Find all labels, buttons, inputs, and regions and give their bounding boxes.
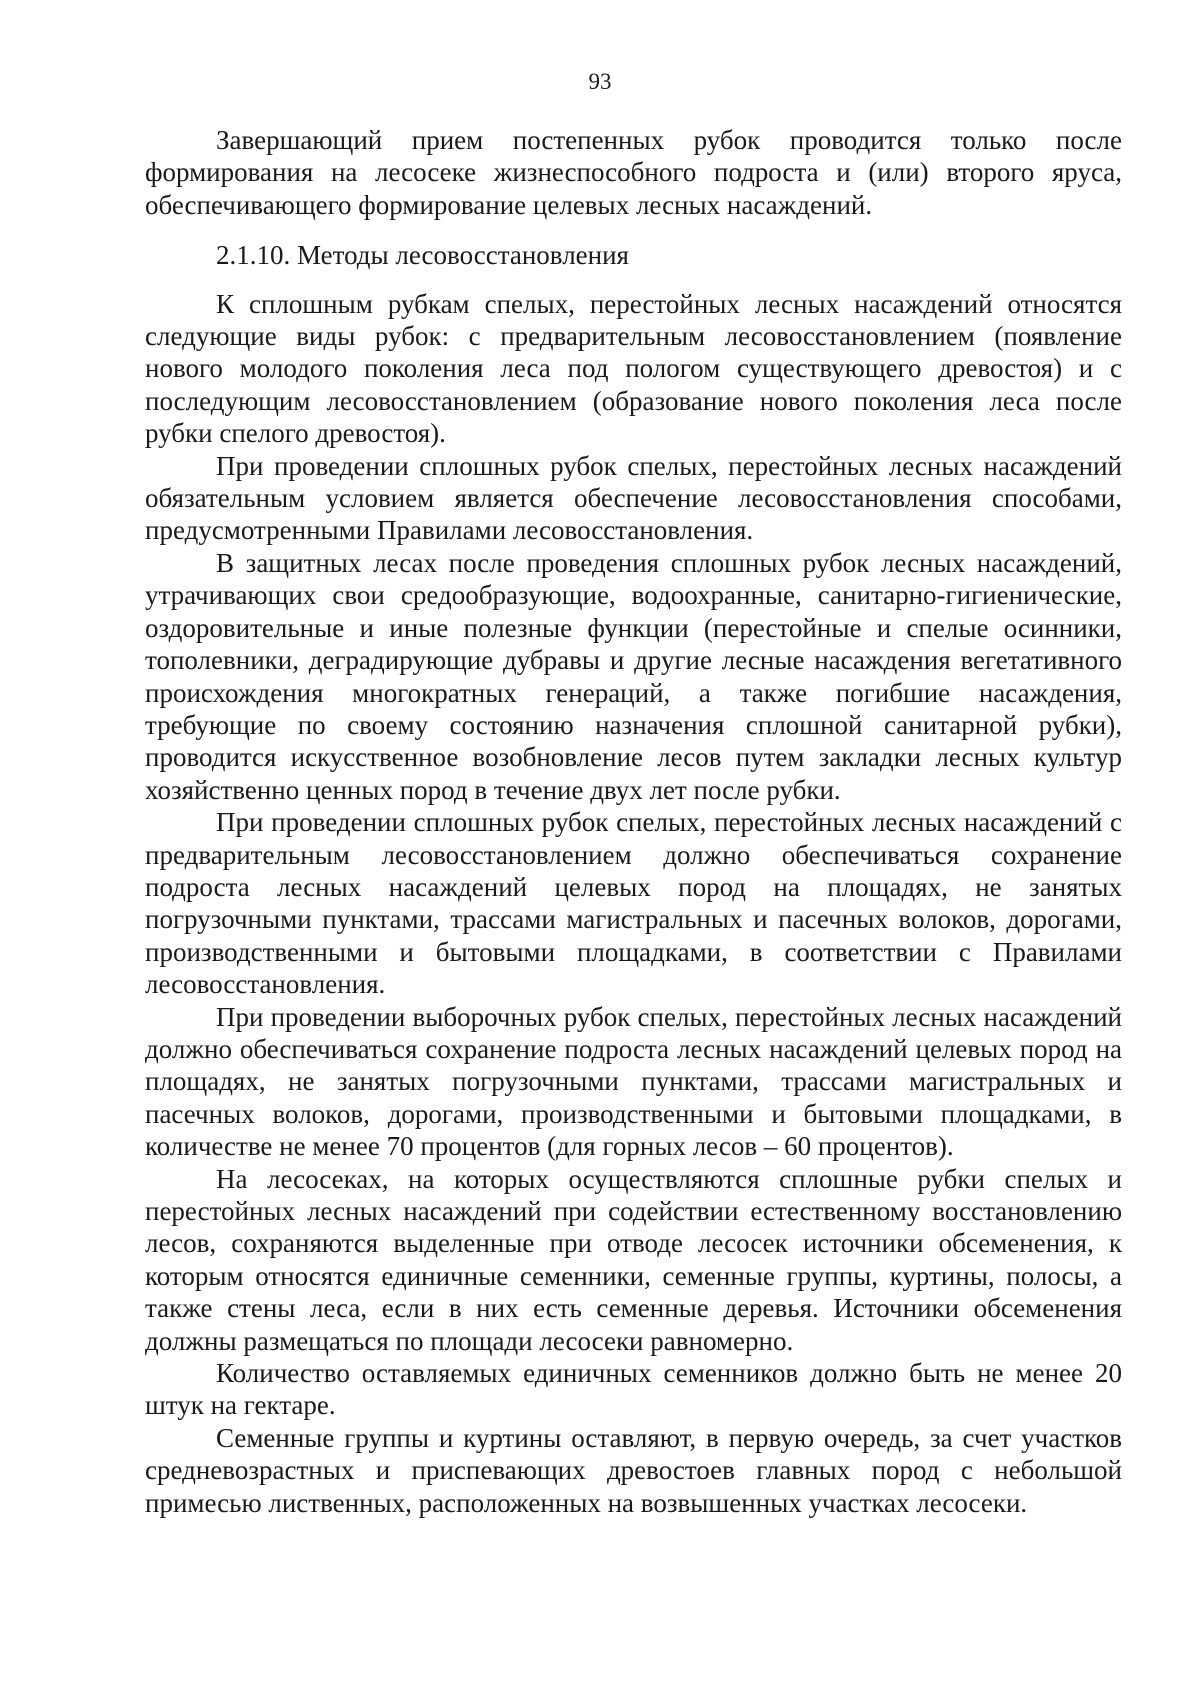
document-body [145, 124, 1122, 1519]
paragraph-seed-tree-count: Количество оставляемых единичных семенников должно быть не менее 20 штук на гектаре. [145, 1358, 1122, 1421]
page-number: 93 [588, 69, 612, 94]
paragraph-selective-cutting: При проведении выборочных рубок спелых, перестойных лесных насаждений должно обеспечиваться сохранение подроста лесных насаждений целевых пород на площадях, не занятых погрузочными пунктами, трассами магистральных и пасечных волоков, дорогами, производственными и бытовыми площадками, в количестве не менее 70 процентов (для горных лесов – 60 процентов). [145, 1001, 1122, 1162]
paragraph-clear-cut-types: К сплошным рубкам спелых, перестойных лесных насаждений относятся следующие виды рубок: с предварительным лесовосстановлением (появление нового молодого поколения леса под пологом существующего древостоя) и с последующим лесовосстановлением (образование нового поколения леса после рубки спелого древостоя). [145, 288, 1122, 449]
paragraph-protective-forests: В защитных лесах после проведения сплошных рубок лесных насаждений, утрачивающих свои средообразующие, водоохранные, санитарно-гигиенические, оздоровительные и иные полезные функции (перестойные и спелые осинники, тополевники, деградирующие дубравы и другие лесные насаждения вегетативного происхождения многократных генераций, а также погибшие насаждения, требующие по своему состоянию назначения сплошной санитарной рубки), проводится искусственное возобновление лесов путем закладки лесных культур хозяйственно ценных пород в течение двух лет после рубки. [145, 547, 1122, 805]
paragraph-mandatory-condition: При проведении сплошных рубок спелых, перестойных лесных насаждений обязательным условием является обеспечение лесовосстановления способами, предусмотренными Правилами лесовосстановления. [145, 450, 1122, 546]
section-heading: 2.1.10. Методы лесовосстановления [216, 240, 629, 271]
paragraph-final-stage: Завершающий прием постепенных рубок проводится только после формирования на лесосеке жизнеспособного подроста и (или) второго яруса, обеспечивающего формирование целевых лесных насаждений. [145, 125, 1122, 220]
paragraph-undergrowth-preservation: При проведении сплошных рубок спелых, перестойных лесных насаждений с предварительным лесовосстановлением должно обеспечиваться сохранение подроста лесных насаждений целевых пород на площадях, не занятых погрузочными пунктами, трассами магистральных и пасечных волоков, дорогами, производственными и бытовыми площадками, в соответствии с Правилами лесовосстановления. [145, 807, 1122, 1000]
paragraph-seeding-sources: На лесосеках, на которых осуществляются сплошные рубки спелых и перестойных лесных насаждений при содействии естественному восстановлению лесов, сохраняются выделенные при отводе лесосек источники обсеменения, к которым относятся единичные семенники, семенные группы, куртины, полосы, а также стены леса, если в них есть семенные деревья. Источники обсеменения должны размещаться по площади лесосеки равномерно. [145, 1163, 1122, 1356]
paragraph-seed-groups: Семенные группы и куртины оставляют, в первую очередь, за счет участков средневозрастных и приспевающих древостоев главных пород с небольшой примесью лиственных, расположенных на возвышенных участках лесосеки. [145, 1422, 1122, 1518]
